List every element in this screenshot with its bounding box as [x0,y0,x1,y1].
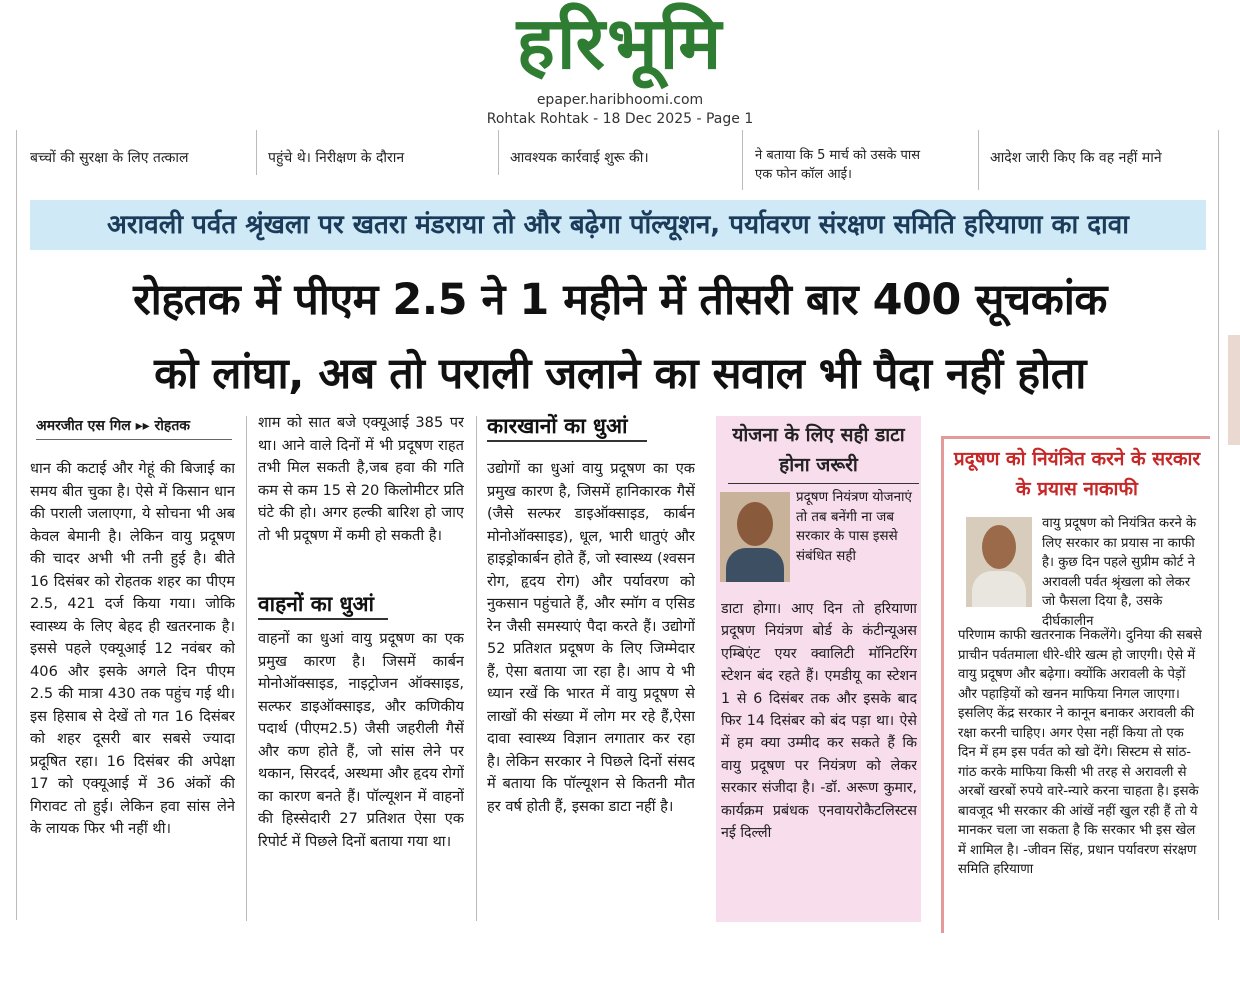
site-url[interactable]: epaper.haribhoomi.com [536,92,704,108]
subhead-vehicle-smoke: वाहनों का धुआं [258,590,388,620]
box1-side-text: प्रदूषण नियंत्रण योजनाएं तो तब बनेंगी ना जब सरकार के पास इससे संबंधित सही [796,490,912,564]
box2-side-text: वायु प्रदूषण को नियंत्रित करने के लिए सरकार का प्रयास ना काफी है। कुछ दिन पहले सुप्रीम कोर्ट ने अरावली पर्वत श्रृंखला को लेकर जो फैसला दिया है, उसके दीर्घकालीन [1042,516,1197,629]
portrait-photo-jeevan-singh [966,517,1032,607]
top-fragment: ने बताया कि 5 मार्च को उसके पास [755,148,921,163]
article-column-1: धान की कटाई और गेहूं की बिजाई का समय बीत चुका है। ऐसे में किसान धान की पराली जलाएगा, ये सोचना भी अब केवल बेमानी है। लेकिन वायु प्रदूषण की चादर अभी भी तनी हुई है। बीते 16 दिसंबर को रोहतक शहर का पीएम 2.5, 421 दर्ज किया गया। जोकि स्वास्थ्य के लिए बेहद ही खतरनाक है। इससे पहले एक्यूआई 12 नवंबर को 406 और इसके अगले दिन पीएम 2.5 की मात्रा 430 तक पहुंच गई थी। इस हिसाब से देखें तो गत 16 दिसंबर को शहर दूसरी बार सबसे ज्यादा प्रदूषित रहा। 16 दिसंबर की अपेक्षा 17 को एक्यूआई में 36 अंकों की गिरावट तो हुई। लेकिन हवा सांस लेने के लायक फिर भी नहीं थी। [30,460,235,837]
headline-line-1: रोहतक में पीएम 2.5 ने 1 महीने में तीसरी बार 400 सूचकांक [133,275,1107,325]
kicker-text: अरावली पर्वत श्रृंखला पर खतरा मंडराया तो और बढ़ेगा पॉल्यूशन, पर्यावरण संरक्षण समिति हरियाणा का दावा [107,210,1129,240]
column-rule [1218,130,1219,920]
top-fragment: आदेश जारी किए कि वह नहीं माने [990,150,1162,166]
top-fragment: बच्चों की सुरक्षा के लिए तत्काल [30,150,189,166]
kicker-band [30,200,1206,250]
box2-title: प्रदूषण को नियंत्रित करने के सरकार के प्रयास नाकाफी [953,448,1201,500]
article-column-2-intro: शाम को सात बजे एक्यूआई 385 पर था। आने वाले दिनों में भी प्रदूषण राहत तभी मिल सकती है,जब हवा की गति कम से कम 15 से 20 किलोमीटर प्रति घंटे की हो। अगर हल्की बारिश हो जाए तो भी प्रदूषण में कमी हो सकती है। [258,414,464,544]
article-column-3-body: उद्योगों का धुआं वायु प्रदूषण का एक प्रमुख कारण है, जिसमें हानिकारक गैसें (जैसे सल्फर डाइऑक्साइड, कार्बन मोनोऑक्साइड), धूल, भारी धातुएं और हाइड्रोकार्बन होते हैं, जो स्वास्थ्य (श्वसन रोग, हृदय रोग) और पर्यावरण को नुकसान पहुंचाते हैं, और स्मॉग व एसिड रेन जैसी समस्याएं पैदा करते हैं। उद्योगों 52 प्रतिशत प्रदूषण के लिए जिम्मेदार हैं, ऐसा बताया जा रहा है। आप ये भी ध्यान रखें कि भारत में वायु प्रदूषण से लाखों की संख्या में लोग मर रहे हैं,ऐसा दावा स्वास्थ्य विज्ञान लगातार कर रहा है। लेकिन सरकार ने पिछले दिनों संसद में बताया कि पॉल्यूशन से कितनी मौत हर वर्ष होती हैं, इसका डाटा नहीं है। [487,460,695,815]
column-rule [476,416,477,921]
column-rule [498,130,499,175]
portrait-photo-arun-kumar [720,492,790,582]
headline-line-2: को लांघा, अब तो पराली जलाने का सवाल भी पैदा नहीं होता [154,349,1086,399]
column-rule [742,130,743,190]
byline: अमरजीत एस गिल ▸▸ रोहतक [36,416,232,440]
column-rule [978,130,979,190]
top-fragment: एक फोन कॉल आई। [755,167,852,182]
masthead-logo: हरिभूमि [516,1,724,85]
subhead-factory-smoke: कारखानों का धुआं [487,412,647,442]
article-column-2-body: वाहनों का धुआं वायु प्रदूषण का एक प्रमुख कारण है। जिसमें कार्बन मोनोऑक्साइड, नाइट्रोजन ऑक्साइड, सल्फर डाइऑक्साइड, और कणिकीय पदार्थ (पीएम2.5) जैसी जहरीली गैसें और कण होते हैं, जो सांस लेने पर थकान, सिरदर्द, अस्थमा और हृदय रोगों का कारण बनते हैं। पॉल्यूशन में वाहनों की हिस्सेदारी 27 प्रतिशत ऐसा एक रिपोर्ट में पिछले दिनों बताया गया था। [258,630,464,850]
box1-body: डाटा होगा। आए दिन तो हरियाणा प्रदूषण नियंत्रण बोर्ड के कंटीन्यूअस एम्बिएंट एयर क्वालिटी मॉनिटरिंग स्टेशन बंद रहते हैं। एमडीयू का स्टेशन 1 से 6 दिसंबर तक और इसके बाद फिर 14 दिसंबर को बंद पड़ा था। ऐसे में हम क्या उम्मीद कर सकते हैं कि वायु प्रदूषण पर नियंत्रण को लेकर सरकार संजीदा है। -डॉ. अरूण कुमार, कार्यक्रम प्रबंधक एनवायरोकैटलिस्टस नई दिल्ली [721,601,917,842]
box2-body: परिणाम काफी खतरनाक निकलेंगे। दुनिया की सबसे प्राचीन पर्वतमाला धीरे-धीरे खत्म हो जाएगी। ऐसे में वायु प्रदूषण और बढ़ेगा। क्योंकि अरावली के पेड़ों और पहाड़ियों को खनन माफिया निगल जाएगा। इसलिए केंद्र सरकार ने कानून बनाकर अरावली की रक्षा करनी चाहिए। अगर ऐसा नहीं किया तो एक दिन में हम इस पर्वत को खो देंगे। सिस्टम से सांठ-गांठ करके माफिया किसी भी तरह से अरावली से अरबों खरबों रुपये वारे-न्यारे करना चाहता है। इसके बावजूद भी सरकार की आंखें नहीं खुल रही हैं तो ये मानकर चला जा सकता है कि सरकार भी इस खेल में शामिल है। -जीवन सिंह, प्रधान पर्यावरण संरक्षण समिति हरियाणा [958,628,1202,877]
edition-line: Rohtak Rohtak - 18 Dec 2025 - Page 1 [486,111,754,127]
column-rule [246,416,247,921]
box1-title: योजना के लिए सही डाटा होना जरूरी [732,424,905,476]
box1-title-rule [728,483,919,484]
column-rule [256,130,257,175]
top-fragment: पहुंचे थे। निरीक्षण के दौरान [268,150,405,166]
top-fragment: आवश्यक कार्रवाई शुरू की। [510,150,649,166]
cropped-photo-edge [1228,335,1240,445]
column-rule [16,130,17,920]
